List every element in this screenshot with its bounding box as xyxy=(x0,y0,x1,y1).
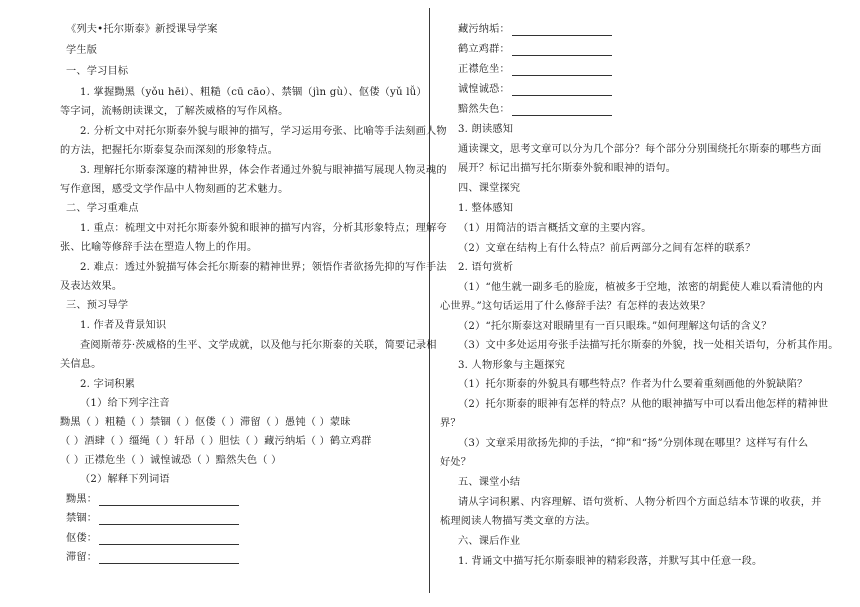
answer-blank[interactable] xyxy=(512,85,612,96)
definition-term: 黝黑： xyxy=(66,494,98,505)
goal-2-line-1: 2. 分析文中对托尔斯泰外貌与眼神的描写，学习运用夸张、比喻等手法刻画人物 xyxy=(80,126,447,137)
key-point-line-2: 张、比喻等修辞手法在塑造人物上的作用。 xyxy=(60,242,258,253)
author-task-line-2: 关信息。 xyxy=(60,359,102,370)
subsection-heading: 1. 作者及背景知识 xyxy=(80,320,167,331)
question-line-2: 界？ xyxy=(440,418,461,429)
exercise-heading: （1）给下列字注音 xyxy=(80,398,170,409)
definition-term: 禁锢： xyxy=(66,513,98,524)
summary-line-1: 请从字词积累、内容理解、语句赏析、人物分析四个方面总结本节课的收获，并 xyxy=(458,497,822,508)
subsection-heading: 3. 人物形象与主题探究 xyxy=(458,360,566,371)
section-heading: 二、学习重难点 xyxy=(66,203,139,214)
section-heading: 三、预习导学 xyxy=(66,300,129,311)
homework-item: 1. 背诵文中描写托尔斯泰眼神的精彩段落，并默写其中任意一段。 xyxy=(458,556,763,567)
section-heading: 四、课堂探究 xyxy=(458,183,521,194)
section-heading: 六、课后作业 xyxy=(458,536,521,547)
definition-term: 伛偻： xyxy=(66,533,98,544)
definition-item xyxy=(66,494,239,506)
goal-2-line-2: 的方法，把握托尔斯泰复杂而深刻的形象特点。 xyxy=(60,145,279,156)
definition-item xyxy=(458,24,612,36)
subsection-heading: 2. 字词积累 xyxy=(80,379,136,390)
pinyin-row-1: 黝黑（ ）粗糙（ ）禁锢（ ）伛偻（ ）滞留（ ）愚钝（ ）蒙昧 xyxy=(60,417,351,428)
goal-1-line-1: 1. 掌握黝黑（yǒu hēi）、粗糙（cū cāo）、禁锢（jìn gù）、伛偻（yǔ lǚ） xyxy=(80,87,427,98)
definition-term: 滞留： xyxy=(66,552,98,563)
pinyin-row-3: （ ）正襟危坐（ ）诚惶诚恐（ ）黯然失色（ ） xyxy=(60,455,282,466)
goal-3-line-1: 3. 理解托尔斯泰深邃的精神世界，体会作者通过外貌与眼神描写展现人物灵魂的 xyxy=(80,165,447,176)
author-task-line-1: 查阅斯蒂芬·茨威格的生平、文学成就，以及他与托尔斯泰的关联，简要记录相 xyxy=(80,340,437,351)
subsection-heading: 1. 整体感知 xyxy=(458,203,514,214)
answer-blank[interactable] xyxy=(512,65,612,76)
question-line-2: 好处？ xyxy=(440,457,472,468)
difficulty-line-1: 2. 难点：透过外貌描写体会托尔斯泰的精神世界；领悟作者欲扬先抑的写作手法 xyxy=(80,262,447,273)
definition-item xyxy=(458,104,612,116)
definition-term: 藏污纳垢： xyxy=(458,24,510,35)
question: （1）托尔斯泰的外貌具有哪些特点？作者为什么要着重刻画他的外貌缺陷？ xyxy=(458,379,808,390)
question-line-1: （3）文章采用欲扬先抑的手法，“抑”和“扬”分别体现在哪里？这样写有什么 xyxy=(458,438,809,449)
definition-item xyxy=(66,533,239,545)
definition-item xyxy=(458,84,612,96)
question-line-2: 心世界。”这句话运用了什么修辞手法？有怎样的表达效果？ xyxy=(440,301,711,312)
definition-term: 正襟危坐： xyxy=(458,64,510,75)
goal-3-line-2: 写作意图，感受文学作品中人物刻画的艺术魅力。 xyxy=(60,184,289,195)
answer-blank[interactable] xyxy=(99,553,239,564)
question: （1）用简洁的语言概括文章的主要内容。 xyxy=(458,223,652,234)
definition-term: 黯然失色： xyxy=(458,104,510,115)
answer-blank[interactable] xyxy=(512,45,612,56)
definition-item xyxy=(458,64,612,76)
definition-term: 鹤立鸡群： xyxy=(458,44,510,55)
section-heading: 五、课堂小结 xyxy=(458,477,521,488)
answer-blank[interactable] xyxy=(99,514,239,525)
answer-blank[interactable] xyxy=(99,534,239,545)
definition-term: 诚惶诚恐： xyxy=(458,84,510,95)
reading-task-line-1: 通读课文，思考文章可以分为几个部分？每个部分分别围绕托尔斯泰的哪些方面 xyxy=(458,144,822,155)
section-heading: 一、学习目标 xyxy=(66,66,129,77)
answer-blank[interactable] xyxy=(99,495,239,506)
summary-line-2: 梳理阅读人物描写类文章的方法。 xyxy=(440,516,596,527)
edition-label: 学生版 xyxy=(66,45,98,56)
question: （3）文中多处运用夸张手法描写托尔斯泰的外貌，找一处相关语句，分析其作用。 xyxy=(458,340,839,351)
document-title: 《列夫•托尔斯泰》新授课导学案 xyxy=(66,24,218,35)
subsection-heading: 2. 语句赏析 xyxy=(458,262,514,273)
question: （2）文章在结构上有什么特点？前后两部分之间有怎样的联系？ xyxy=(458,243,756,254)
question-line-1: （2）托尔斯泰的眼神有怎样的特点？从他的眼神描写中可以看出他怎样的精神世 xyxy=(458,399,829,410)
question-line-1: （1）“他生就一副多毛的脸庞，植被多于空地，浓密的胡髭使人难以看清他的内 xyxy=(458,282,824,293)
goal-1-line-2: 等字词，流畅朗读课文，了解茨威格的写作风格。 xyxy=(60,106,289,117)
answer-blank[interactable] xyxy=(512,105,612,116)
difficulty-line-2: 及表达效果。 xyxy=(60,281,123,292)
definition-item xyxy=(66,552,239,564)
definition-item xyxy=(66,513,239,525)
reading-task-line-2: 展开？标记出描写托尔斯泰外貌和眼神的语句。 xyxy=(458,163,677,174)
exercise-heading: （2）解释下列词语 xyxy=(80,474,170,485)
definition-item xyxy=(458,44,612,56)
question: （2）“托尔斯泰这对眼睛里有一百只眼珠。”如何理解这句话的含义？ xyxy=(458,321,772,332)
pinyin-row-2: （ ）酒肆（ ）缰绳（ ）轩昂（ ）胆怯（ ）藏污纳垢（ ）鹤立鸡群 xyxy=(60,436,372,447)
answer-blank[interactable] xyxy=(512,25,612,36)
subsection-heading: 3. 朗读感知 xyxy=(458,124,514,135)
column-divider xyxy=(429,8,430,593)
key-point-line-1: 1. 重点：梳理文中对托尔斯泰外貌和眼神的描写内容，分析其形象特点；理解夸 xyxy=(80,223,447,234)
